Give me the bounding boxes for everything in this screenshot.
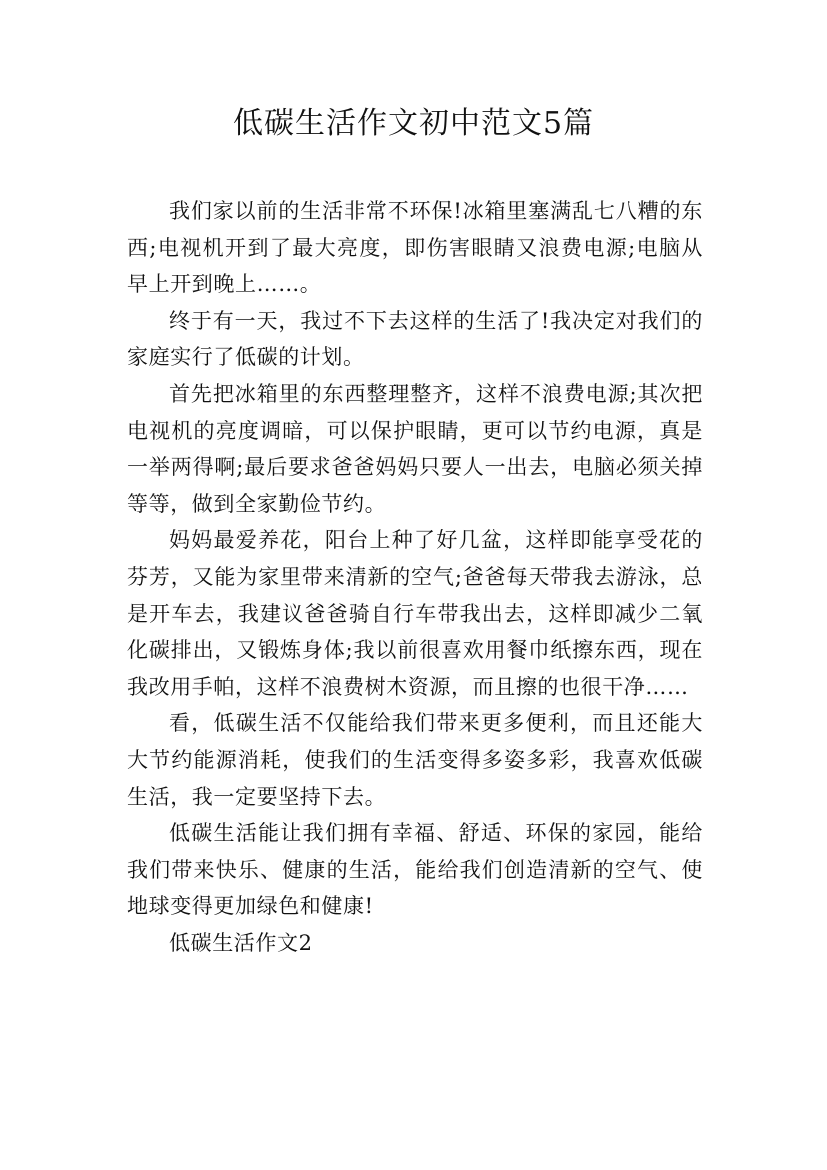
paragraph-5: 看，低碳生活不仅能给我们带来更多便利，而且还能大大节约能源消耗，使我们的生活变得多姿多彩，我喜欢低碳生活，我一定要坚持下去。 (127, 711, 703, 809)
document-title: 低碳生活作文初中范文5篇 (232, 106, 595, 141)
paragraph-2: 终于有一天，我过不下去这样的生活了!我决定对我们的家庭实行了低碳的计划。 (127, 308, 703, 370)
document-body (127, 193, 703, 961)
paragraph-4: 妈妈最爱养花，阳台上种了好几盆，这样即能享受花的芬芳，又能为家里带来清新的空气;爸爸每天带我去游泳，总是开车去，我建议爸爸骑自行车带我出去，这样即减少二氧化碳排出，又锻炼身体;我以前很喜欢用餐巾纸擦东西，现在我改用手帕，这样不浪费树木资源，而且擦的也很干净…… (127, 528, 703, 699)
section-heading-essay-2: 低碳生活作文2 (169, 930, 313, 955)
paragraph-1: 我们家以前的生活非常不环保!冰箱里塞满乱七八糟的东西;电视机开到了最大亮度，即伤害眼睛又浪费电源;电脑从早上开到晚上……。 (127, 199, 703, 297)
paragraph-3: 首先把冰箱里的东西整理整齐，这样不浪费电源;其次把电视机的亮度调暗，可以保护眼睛，更可以节约电源，真是一举两得啊;最后要求爸爸妈妈只要人一出去，电脑必须关掉等等，做到全家勤俭节约。 (127, 381, 703, 516)
paragraph-6: 低碳生活能让我们拥有幸福、舒适、环保的家园，能给我们带来快乐、健康的生活，能给我们创造清新的空气、使地球变得更加绿色和健康! (127, 821, 703, 919)
